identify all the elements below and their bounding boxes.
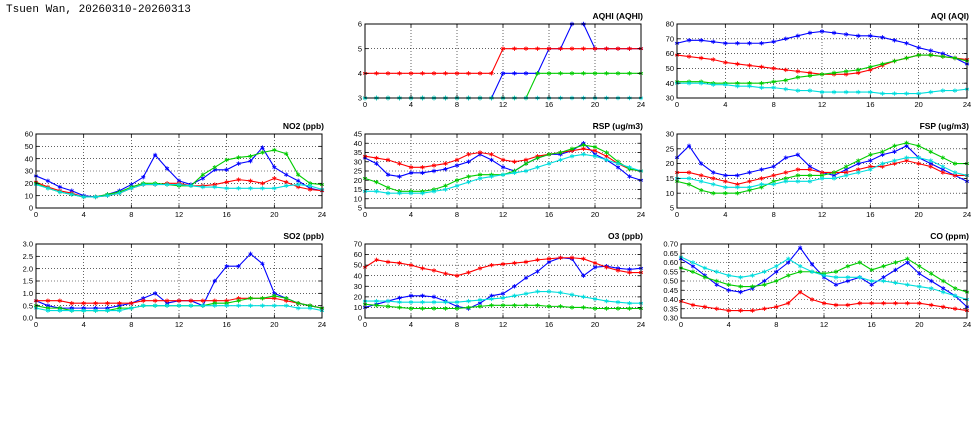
chart-title-aqhi: AQHI (AQHI) xyxy=(592,11,643,21)
svg-text:0.45: 0.45 xyxy=(663,285,678,295)
svg-text:4: 4 xyxy=(723,210,728,219)
chart-panel-aqi xyxy=(651,10,971,120)
svg-text:1.5: 1.5 xyxy=(22,276,33,286)
chart-svg-no2 xyxy=(10,120,326,230)
svg-text:30: 30 xyxy=(353,157,362,167)
chart-panel-no2 xyxy=(10,120,326,230)
svg-text:10: 10 xyxy=(24,191,33,201)
chart-svg-co xyxy=(651,230,971,340)
svg-text:12: 12 xyxy=(817,210,827,219)
svg-text:10: 10 xyxy=(353,303,362,313)
svg-text:30: 30 xyxy=(665,93,674,103)
chart-panel-o3 xyxy=(339,230,645,340)
chart-title-no2: NO2 (ppb) xyxy=(282,121,324,131)
chart-svg-fsp xyxy=(651,120,971,230)
svg-text:8: 8 xyxy=(129,210,134,219)
svg-text:5: 5 xyxy=(357,203,362,213)
svg-text:20: 20 xyxy=(270,210,279,219)
svg-text:8: 8 xyxy=(454,100,460,109)
svg-text:16: 16 xyxy=(866,210,875,219)
svg-text:60: 60 xyxy=(665,49,674,59)
svg-text:40: 40 xyxy=(665,78,674,88)
svg-text:16: 16 xyxy=(544,210,554,219)
chart-title-fsp: FSP (ug/m3) xyxy=(919,121,969,131)
svg-text:25: 25 xyxy=(353,166,362,176)
chart-svg-rsp xyxy=(339,120,645,230)
svg-text:24: 24 xyxy=(962,320,971,329)
svg-text:0.30: 0.30 xyxy=(663,313,678,323)
svg-text:24: 24 xyxy=(962,100,971,109)
svg-text:70: 70 xyxy=(665,34,674,44)
svg-text:10: 10 xyxy=(665,188,674,198)
svg-text:15: 15 xyxy=(665,174,674,183)
svg-text:0.50: 0.50 xyxy=(663,276,678,286)
svg-text:12: 12 xyxy=(174,320,184,329)
svg-text:5: 5 xyxy=(669,203,674,213)
svg-text:8: 8 xyxy=(771,100,776,109)
svg-text:0: 0 xyxy=(674,210,680,219)
svg-text:16: 16 xyxy=(866,100,875,109)
svg-text:20: 20 xyxy=(590,100,600,109)
svg-text:30: 30 xyxy=(665,129,674,139)
svg-text:25: 25 xyxy=(665,144,674,154)
svg-text:16: 16 xyxy=(544,100,554,109)
svg-text:35: 35 xyxy=(353,148,362,158)
svg-text:20: 20 xyxy=(353,292,362,302)
svg-text:24: 24 xyxy=(317,320,326,329)
svg-text:20: 20 xyxy=(270,320,279,329)
svg-text:4: 4 xyxy=(408,100,414,109)
svg-text:8: 8 xyxy=(454,320,460,329)
svg-text:24: 24 xyxy=(636,210,645,219)
svg-text:0.40: 0.40 xyxy=(663,295,678,305)
svg-text:50: 50 xyxy=(353,260,362,270)
svg-text:12: 12 xyxy=(817,100,827,109)
svg-text:50: 50 xyxy=(24,141,33,151)
chart-title-rsp: RSP (ug/m3) xyxy=(592,121,643,131)
svg-text:16: 16 xyxy=(867,320,876,329)
svg-text:15: 15 xyxy=(353,185,362,195)
svg-text:20: 20 xyxy=(590,210,600,219)
svg-text:24: 24 xyxy=(636,320,645,329)
svg-text:16: 16 xyxy=(222,210,231,219)
svg-text:24: 24 xyxy=(962,210,971,219)
svg-text:45: 45 xyxy=(353,129,362,139)
svg-text:10: 10 xyxy=(353,194,362,204)
svg-text:20: 20 xyxy=(914,210,923,219)
svg-text:60: 60 xyxy=(24,129,33,139)
svg-text:12: 12 xyxy=(498,100,508,109)
svg-text:8: 8 xyxy=(774,320,779,329)
svg-text:0: 0 xyxy=(678,320,684,329)
svg-text:40: 40 xyxy=(24,154,33,164)
svg-text:30: 30 xyxy=(353,281,362,291)
svg-text:0: 0 xyxy=(362,100,368,109)
svg-text:12: 12 xyxy=(819,320,829,329)
svg-text:24: 24 xyxy=(317,210,326,219)
chart-title-so2: SO2 (ppb) xyxy=(283,231,324,241)
svg-text:8: 8 xyxy=(771,210,776,219)
svg-text:0.65: 0.65 xyxy=(663,248,678,258)
chart-panel-so2 xyxy=(10,230,326,340)
svg-text:20: 20 xyxy=(915,320,924,329)
svg-text:0: 0 xyxy=(362,320,368,329)
svg-text:24: 24 xyxy=(636,100,645,109)
chart-panel-aqhi xyxy=(339,10,645,120)
svg-text:8: 8 xyxy=(454,210,460,219)
svg-text:40: 40 xyxy=(353,138,362,148)
svg-text:0.5: 0.5 xyxy=(22,301,33,311)
chart-svg-so2 xyxy=(10,230,326,340)
svg-text:20: 20 xyxy=(24,178,33,188)
svg-text:4: 4 xyxy=(357,68,362,78)
chart-svg-aqi xyxy=(651,10,971,120)
svg-text:0.60: 0.60 xyxy=(663,258,678,268)
svg-text:4: 4 xyxy=(408,210,414,219)
svg-text:20: 20 xyxy=(665,159,674,169)
svg-text:16: 16 xyxy=(222,320,231,329)
chart-title-aqi: AQI (AQI) xyxy=(930,11,969,21)
svg-text:6: 6 xyxy=(357,19,362,29)
svg-text:5: 5 xyxy=(357,44,362,54)
chart-panel-fsp xyxy=(651,120,971,230)
svg-text:70: 70 xyxy=(353,239,362,249)
svg-text:0.0: 0.0 xyxy=(22,313,33,323)
svg-text:20: 20 xyxy=(914,100,923,109)
svg-text:16: 16 xyxy=(544,320,554,329)
svg-text:40: 40 xyxy=(353,271,362,281)
svg-text:4: 4 xyxy=(726,320,731,329)
svg-text:0: 0 xyxy=(674,100,680,109)
svg-text:50: 50 xyxy=(665,64,674,73)
svg-text:3.0: 3.0 xyxy=(22,239,33,249)
svg-text:12: 12 xyxy=(498,210,508,219)
svg-text:80: 80 xyxy=(665,19,674,29)
svg-text:2.5: 2.5 xyxy=(22,251,33,261)
svg-text:20: 20 xyxy=(353,175,362,185)
chart-panel-rsp xyxy=(339,120,645,230)
svg-text:30: 30 xyxy=(24,166,33,176)
svg-text:3: 3 xyxy=(357,93,362,103)
chart-title-o3: O3 (ppb) xyxy=(608,231,643,241)
svg-text:12: 12 xyxy=(498,320,508,329)
svg-text:0: 0 xyxy=(362,210,368,219)
svg-text:60: 60 xyxy=(353,250,362,260)
svg-text:1.0: 1.0 xyxy=(22,288,33,298)
svg-text:0.70: 0.70 xyxy=(663,239,678,249)
svg-text:0: 0 xyxy=(33,320,39,329)
svg-text:0.55: 0.55 xyxy=(663,267,678,277)
svg-text:12: 12 xyxy=(174,210,184,219)
chart-svg-aqhi xyxy=(339,10,645,120)
svg-text:4: 4 xyxy=(723,100,728,109)
svg-text:4: 4 xyxy=(81,210,86,219)
svg-text:4: 4 xyxy=(81,320,86,329)
svg-text:20: 20 xyxy=(590,320,600,329)
page-title: Tsuen Wan, 20260310-20260313 xyxy=(6,4,191,16)
chart-title-co: CO (ppm) xyxy=(930,231,969,241)
svg-text:0.35: 0.35 xyxy=(663,304,678,314)
svg-text:8: 8 xyxy=(129,320,134,329)
chart-panel-co xyxy=(651,230,971,340)
svg-text:0: 0 xyxy=(357,313,362,323)
svg-text:2.0: 2.0 xyxy=(22,264,33,274)
svg-text:0: 0 xyxy=(33,210,39,219)
svg-text:0: 0 xyxy=(28,203,33,213)
svg-text:4: 4 xyxy=(408,320,414,329)
chart-svg-o3 xyxy=(339,230,645,340)
